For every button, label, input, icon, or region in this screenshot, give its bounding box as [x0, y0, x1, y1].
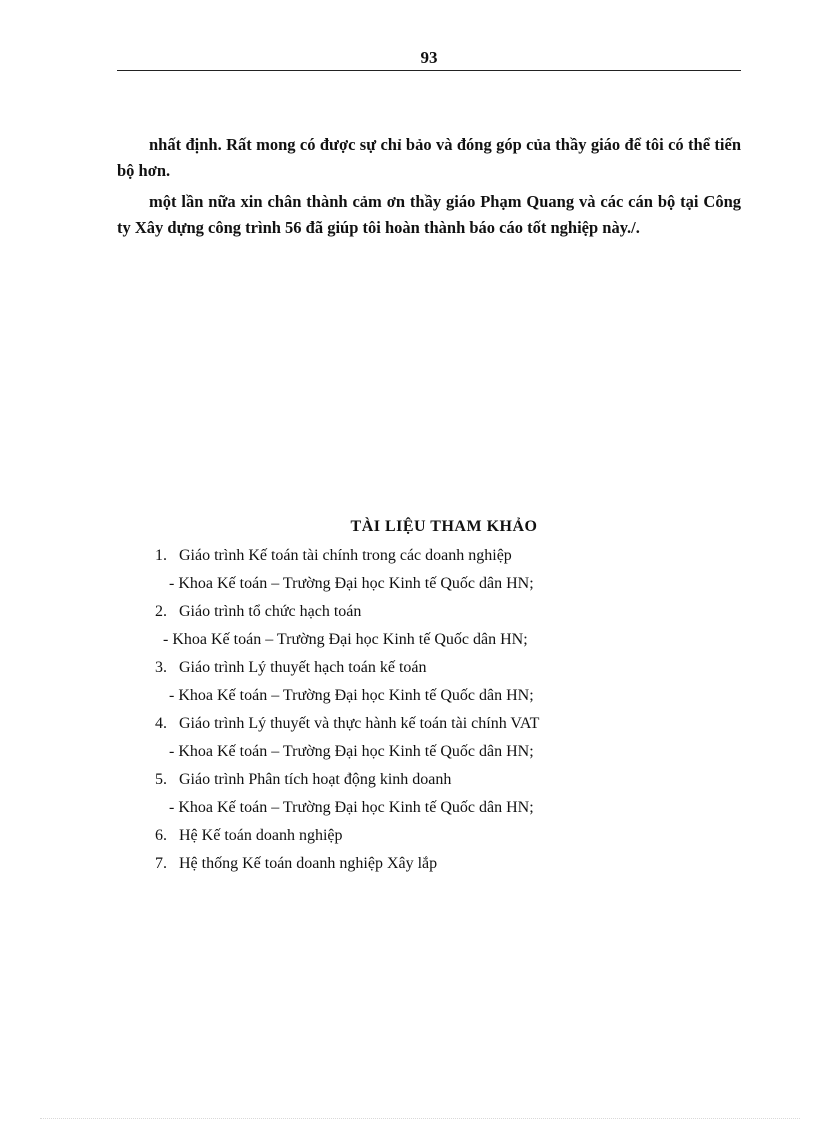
reference-source: - Khoa Kế toán – Trường Đại học Kinh tế Quốc dân HN; — [169, 799, 534, 816]
reference-number: 5. — [155, 771, 167, 788]
reference-item — [117, 850, 741, 878]
reference-source: - Khoa Kế toán – Trường Đại học Kinh tế Quốc dân HN; — [169, 687, 534, 704]
reference-title: Giáo trình Phân tích hoạt động kinh doanh — [179, 771, 452, 788]
reference-number: 2. — [155, 603, 167, 620]
reference-item — [117, 654, 741, 710]
reference-title: Giáo trình Kế toán tài chính trong các doanh nghiệp — [179, 547, 512, 564]
reference-title: Hệ Kế toán doanh nghiệp — [179, 827, 343, 844]
reference-title: Giáo trình Lý thuyết hạch toán kế toán — [179, 659, 427, 676]
reference-item — [117, 766, 741, 822]
reference-source: - Khoa Kế toán – Trường Đại học Kinh tế Quốc dân HN; — [169, 575, 534, 592]
header-rule — [117, 70, 741, 71]
references-section — [117, 518, 741, 878]
reference-title: Giáo trình Lý thuyết và thực hành kế toán tài chính VAT — [179, 715, 540, 732]
references-title: TÀI LIỆU THAM KHẢO — [350, 518, 538, 535]
reference-item — [117, 598, 741, 654]
paragraph: một lần nữa xin chân thành cảm ơn thầy giáo Phạm Quang và các cán bộ tại Công ty Xây dựng công trình 56 đã giúp tôi hoàn thành báo cáo tốt nghiệp này./. — [117, 192, 741, 237]
reference-number: 4. — [155, 715, 167, 732]
page-number: 93 — [420, 48, 438, 67]
paragraph: nhất định. Rất mong có được sự chỉ bảo và đóng góp của thầy giáo để tôi có thể tiến bộ hơn. — [117, 135, 741, 180]
reference-number: 7. — [155, 855, 167, 872]
reference-source: - Khoa Kế toán – Trường Đại học Kinh tế Quốc dân HN; — [163, 631, 528, 648]
body-text — [117, 132, 741, 246]
reference-number: 3. — [155, 659, 167, 676]
reference-item — [117, 822, 741, 850]
reference-item — [117, 542, 741, 598]
reference-source: - Khoa Kế toán – Trường Đại học Kinh tế Quốc dân HN; — [169, 743, 534, 760]
reference-item — [117, 710, 741, 766]
page-bottom-border — [40, 1118, 800, 1119]
reference-title: Giáo trình tổ chức hạch toán — [179, 603, 362, 620]
reference-number: 6. — [155, 827, 167, 844]
reference-title: Hệ thống Kế toán doanh nghiệp Xây lắp — [179, 855, 438, 872]
reference-number: 1. — [155, 547, 167, 564]
